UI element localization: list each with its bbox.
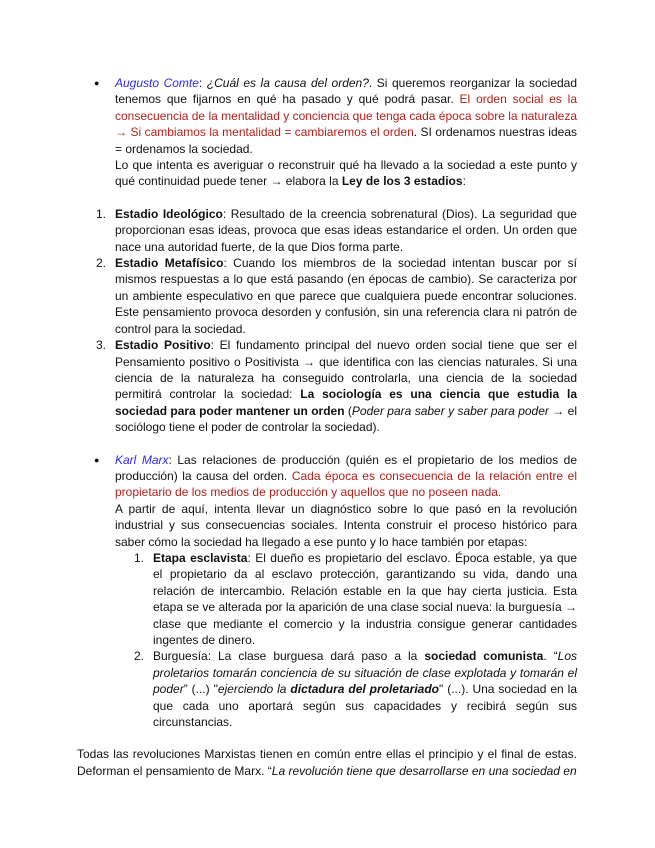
- stage-text: : El fundamento principal del nuevo orden social tiene que ser el Pensamiento positivo o Positivista → que identifica con las ciencias naturales. Si una ciencia de la naturaleza ha conseguido controlarla, una ciencia de la sociedad permitirá controlar la sociedad:: [115, 338, 577, 402]
- text-segment: ” (...) ": [183, 682, 218, 697]
- author-name: Karl Marx: [115, 452, 169, 467]
- spacer: [77, 190, 577, 206]
- text-segment: sociedad comunista: [424, 649, 544, 664]
- stage-text: : Resultado de la creencia sobrenatural (Dios). La seguridad que proporcionan esas ideas, provoca que esas ideas estandarice el orden. Un orden que nace una autoridad fuerte, de la que Dios forma parte.: [115, 206, 577, 254]
- stage-title: Etapa esclavista: [153, 550, 248, 565]
- bullet-icon: ●: [94, 78, 100, 88]
- closing-text: [77, 746, 577, 779]
- stage-item: [96, 337, 577, 435]
- text-segment: . “: [543, 649, 558, 664]
- list-number: 3.: [96, 338, 107, 353]
- closing-paragraph: [77, 746, 577, 779]
- marx-stage-esclavista: [134, 550, 577, 648]
- stage-text: (: [344, 403, 352, 418]
- list-number: 1.: [134, 550, 145, 565]
- comte-section: [94, 75, 578, 190]
- marx-stage-burguesia: [134, 648, 577, 730]
- stage-title: Estadio Metafísico: [115, 256, 224, 271]
- spacer: [77, 436, 577, 452]
- text-segment: Cada época es consecuencia de la relación entre el propietario de los medios de producción y aquellos que no poseen nada.: [115, 468, 577, 500]
- comte-paragraph: [115, 75, 577, 157]
- text-segment: " (...). Una sociedad en la que cada uno aportará según sus capacidades y recibirá según sus circunstancias.: [153, 682, 577, 730]
- text-segment: :: [462, 174, 466, 189]
- spacer: [77, 730, 577, 746]
- stage-text: : El dueño es propietario del esclavo. Época estable, ya que el propietario da al esclavo protección, garantizando su vida, dando una relación de intercambio. Relación estable en la que hay cierta justicia. Esta etapa se ve alterada por la aparición de una clase social nueva: la burguesía → clase que mediante el comercio y la industria consigue generar cantidades ingentes de dinero.: [153, 550, 577, 647]
- text-segment: ejerciendo la: [217, 682, 291, 697]
- marx-paragraph: [115, 452, 577, 501]
- bullet-icon: ●: [94, 454, 100, 465]
- marx-section: [94, 452, 577, 550]
- text-segment: Ley de los 3 estadios: [341, 174, 463, 189]
- text-segment: Todas las revoluciones Marxistas tienen en común entre ellas el principio y el final de estas. Deforman el pensamiento de Marx. “: [77, 747, 577, 778]
- text-segment: El orden social es la consecuencia de la mentalidad y conciencia que tenga cada época sobre la naturaleza → Si cambiamos la mentalidad = cambiaremos el orden: [115, 92, 577, 140]
- list-number: 2.: [134, 649, 145, 664]
- text-segment: dictadura del proletariado: [290, 682, 439, 697]
- comte-ley-paragraph: [115, 157, 577, 190]
- text-segment: . SI ordenamos nuestras ideas = ordenamos la sociedad.: [115, 125, 577, 156]
- stage-text: [153, 648, 577, 730]
- author-name: Augusto Comte: [115, 76, 199, 90]
- stage-text: La sociología es una ciencia que estudia la sociedad para poder mantener un orden: [115, 387, 577, 418]
- list-number: 1.: [96, 206, 107, 221]
- text-segment: La revolución tiene que desarrollarse en una sociedad en: [271, 763, 577, 778]
- comte-stages-list: [77, 206, 577, 436]
- text-segment: Los proletarios tomarán conciencia de su situación de clase explotada y tomarán el poder: [153, 649, 577, 697]
- stage-text: Poder para saber y saber para poder: [351, 403, 549, 418]
- stage-item: [96, 255, 577, 337]
- text-segment: Burguesía: La clase burguesa dará paso a la: [153, 649, 425, 664]
- stage-title: Estadio Positivo: [115, 338, 211, 353]
- stage-title: Estadio Ideológico: [115, 206, 223, 221]
- stage-text: : Cuando los miembros de la sociedad intentan buscar por sí mismos respuestas a lo que está pasando (en épocas de cambio). Se caracteriza por un ambiente especulativo en que parece que cualquiera puede encontrar soluciones. Este pensamiento provoca desorden y confusión, sin una referencia clara ni patrón de control para la sociedad.: [115, 256, 577, 336]
- text-segment: ¿Cuál es la causa del orden?: [206, 76, 369, 90]
- stage-text: → el sociólogo tiene el poder de controlar la sociedad).: [115, 403, 577, 435]
- text-segment: :: [198, 76, 207, 90]
- text-segment: . Si queremos reorganizar la sociedad tenemos que fijarnos en qué ha pasado y qué podrá pasar.: [115, 76, 578, 107]
- text-segment: Lo que intenta es averiguar o reconstruir qué ha llevado a la sociedad a este punto y qué continuidad puede tener → elabora la: [115, 158, 577, 189]
- marx-diagnostic-paragraph: A partir de aquí, intenta llevar un diagnóstico sobre lo que pasó en la revolución industrial y sus consecuencias sociales. Intenta construir el proceso histórico para saber cómo la sociedad ha llegado a ese punto y lo hace también por etapas:: [115, 501, 577, 549]
- document-page: [77, 0, 577, 779]
- list-number: 2.: [96, 256, 107, 271]
- stage-item: [96, 206, 577, 255]
- text-segment: : Las relaciones de producción (quién es el propietario de los medios de producción) la causa del orden.: [115, 452, 577, 483]
